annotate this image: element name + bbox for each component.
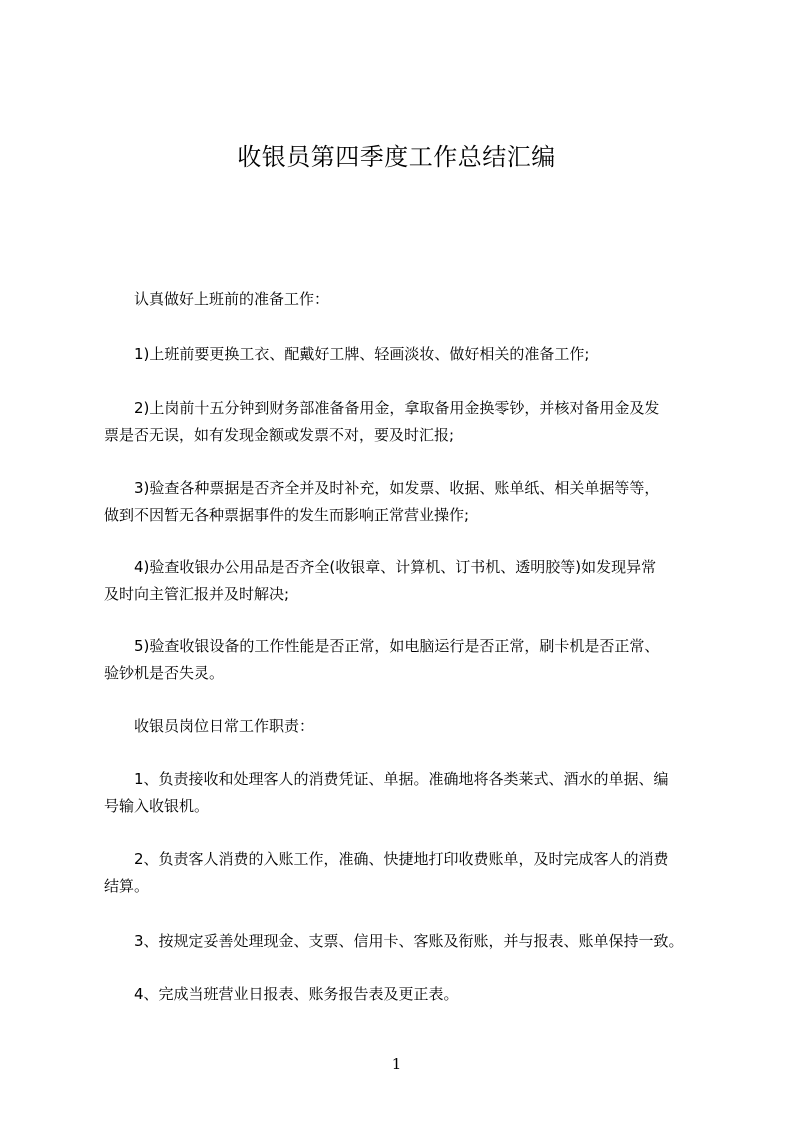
paragraph-line: 票是否无误，如有发现金额或发票不对，要及时汇报; [104,426,455,444]
paragraph-duty-4 [104,981,716,1008]
page-number: 1 [391,1055,402,1073]
paragraph-line: 2)上岗前十五分钟到财务部准备备用金，拿取备用金换零钞，并核对备用金及发 [104,399,660,417]
paragraph-line: 2、负责客人消费的入账工作，准确、快捷地打印收费账单，及时完成客人的消费 [104,850,669,868]
paragraph-item-2 [104,395,716,449]
paragraph-item-4 [104,554,716,608]
paragraph-item-1 [104,341,716,368]
paragraph-line: 4、完成当班营业日报表、账务报告表及更正表。 [104,985,459,1003]
paragraph-prep-heading [104,286,716,313]
document-title: 收银员第四季度工作总结汇编 [237,143,556,171]
paragraph-line: 4)验查收银办公用品是否齐全(收银章、计算机、订书机、透明胶等)如发现异常 [104,558,657,576]
paragraph-line: 认真做好上班前的准备工作： [104,290,330,308]
paragraph-line: 3)验查各种票据是否齐全并及时补充，如发票、收据、账单纸、相关单据等等， [104,479,660,497]
paragraph-line: 验钞机是否失灵。 [104,664,225,682]
paragraph-line: 做到不因暂无各种票据事件的发生而影响正常营业操作; [104,506,470,524]
paragraph-item-3 [104,475,716,529]
paragraph-line: 及时向主管汇报并及时解决; [104,585,290,603]
paragraph-line: 1)上班前要更换工衣、配戴好工牌、轻画淡妆、做好相关的准备工作; [104,345,590,363]
paragraph-duty-3 [104,928,716,955]
paragraph-line: 3、按规定妥善处理现金、支票、信用卡、客账及衔账，并与报表、账单保持一致。 [104,932,684,950]
paragraph-item-5 [104,633,716,687]
paragraph-line: 1、负责接收和处理客人的消费凭证、单据。准确地将各类莱式、酒水的单据、编 [104,770,669,788]
paragraph-duties-heading [104,713,716,740]
paragraph-line: 号输入收银机。 [104,797,210,815]
paragraph-line: 结算。 [104,877,150,895]
paragraph-duty-1 [104,766,716,820]
paragraph-duty-2 [104,846,716,900]
paragraph-line: 收银员岗位日常工作职责： [104,717,315,735]
paragraph-line: 5)验查收银设备的工作性能是否正常，如电脑运行是否正常，刷卡机是否正常、 [104,637,660,655]
